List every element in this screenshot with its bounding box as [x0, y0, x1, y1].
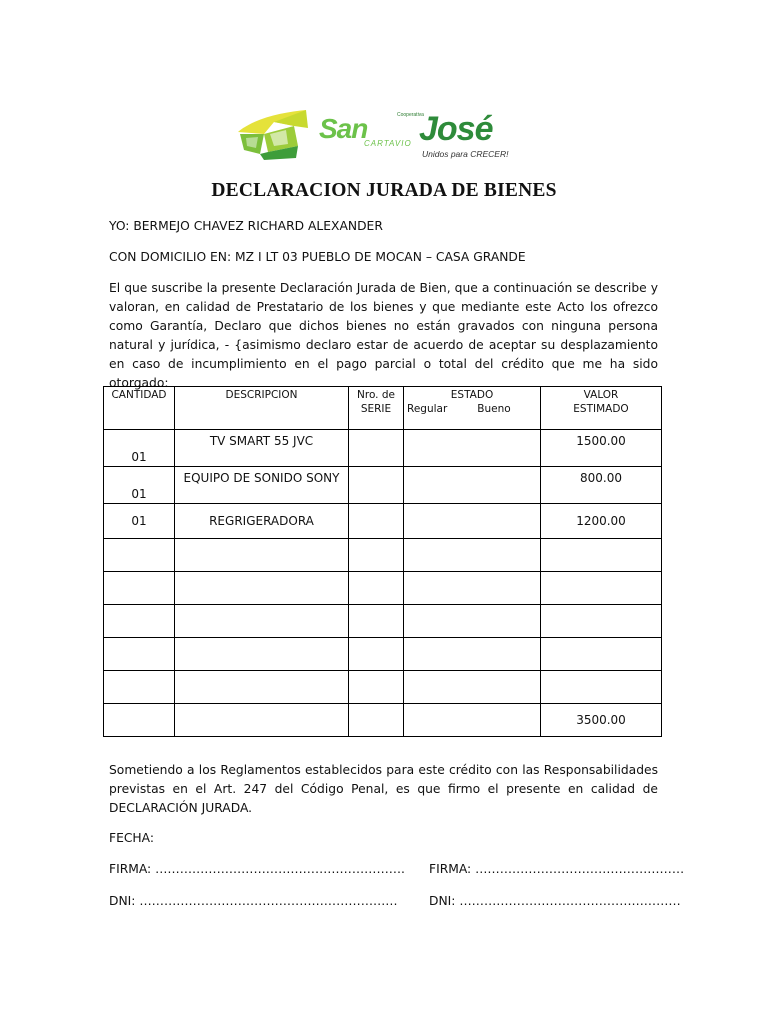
- cell-descripcion: [175, 605, 349, 638]
- cell-estado: [404, 572, 541, 605]
- cell-serie: [349, 504, 404, 539]
- logo-small-mid: CARTAVIO: [364, 139, 412, 148]
- cell-serie: [349, 572, 404, 605]
- cell-valor: 1500.00: [541, 430, 662, 467]
- logo-brand-san: San: [319, 113, 368, 144]
- table-row: [104, 572, 662, 605]
- logo-small-top: Cooperativa: [397, 112, 424, 118]
- header-estado-label: ESTADO: [450, 389, 494, 401]
- cell-total-valor: 3500.00: [541, 704, 662, 737]
- firma-right: FIRMA: ……………………………………………: [429, 862, 685, 876]
- fecha-label: FECHA:: [109, 831, 155, 845]
- cell-descripcion: [175, 704, 349, 737]
- cell-descripcion: REGRIGERADORA: [175, 504, 349, 539]
- cell-cantidad: [104, 572, 175, 605]
- cell-descripcion: TV SMART 55 JVC: [175, 430, 349, 467]
- cell-serie: [349, 430, 404, 467]
- cell-estado: [404, 504, 541, 539]
- cell-serie: [349, 467, 404, 504]
- cell-estado: [404, 638, 541, 671]
- header-serie: [349, 387, 404, 430]
- header-estado: [404, 387, 541, 430]
- header-valor-line2: ESTIMADO: [573, 403, 629, 415]
- logo-emblem: [238, 110, 308, 160]
- header-cantidad: CANTIDAD: [104, 387, 175, 430]
- header-estado-bueno: Bueno: [477, 403, 511, 415]
- cell-estado: [404, 539, 541, 572]
- declarant-name-line: YO: BERMEJO CHAVEZ RICHARD ALEXANDER: [109, 219, 383, 233]
- cell-cantidad: [104, 638, 175, 671]
- cell-valor: 1200.00: [541, 504, 662, 539]
- document-title: DECLARACION JURADA DE BIENES: [211, 180, 557, 201]
- header-valor: [541, 387, 662, 430]
- cell-cantidad: [104, 704, 175, 737]
- table-row: [104, 605, 662, 638]
- logo-tagline: Unidos para CRECER!: [422, 149, 509, 159]
- cell-valor: [541, 638, 662, 671]
- cell-cantidad: 01: [104, 467, 175, 504]
- cell-serie: [349, 605, 404, 638]
- cell-descripcion: [175, 671, 349, 704]
- cell-estado: [404, 605, 541, 638]
- header-valor-line1: VALOR: [583, 389, 619, 401]
- cell-serie: [349, 638, 404, 671]
- cell-serie: [349, 671, 404, 704]
- closing-paragraph: Sometiendo a los Reglamentos establecidos para este crédito con las Responsabilidades previstas en el Art. 247 del Código Penal, es que firmo el presente en calidad de DECLARACIÓN JURADA.: [109, 763, 658, 815]
- cell-cantidad: 01: [104, 430, 175, 467]
- cell-serie: [349, 704, 404, 737]
- cell-cantidad: [104, 605, 175, 638]
- table-row: [104, 467, 662, 504]
- goods-table: [103, 386, 662, 737]
- table-row: [104, 638, 662, 671]
- dni-left: DNI: ………………………………………………………: [109, 894, 398, 908]
- firma-left: FIRMA: …………………………………………………….: [109, 862, 405, 876]
- header-serie-line2: SERIE: [360, 403, 392, 415]
- cell-estado: [404, 704, 541, 737]
- table-row: [104, 671, 662, 704]
- cell-descripcion: EQUIPO DE SONIDO SONY: [175, 467, 349, 504]
- table-total-row: [104, 704, 662, 737]
- cell-cantidad: [104, 539, 175, 572]
- cell-serie: [349, 539, 404, 572]
- cell-descripcion: [175, 572, 349, 605]
- address-line: CON DOMICILIO EN: MZ I LT 03 PUEBLO DE MOCAN – CASA GRANDE: [109, 250, 526, 264]
- table-row: [104, 539, 662, 572]
- cell-valor: 800.00: [541, 467, 662, 504]
- cell-estado: [404, 467, 541, 504]
- logo-brand-jose: José: [419, 110, 493, 148]
- cell-valor: [541, 671, 662, 704]
- header-serie-line1: Nro. de: [357, 389, 395, 401]
- cell-descripcion: [175, 539, 349, 572]
- table-header-row: [104, 387, 662, 430]
- cell-cantidad: [104, 671, 175, 704]
- cooperativa-san-jose-logo: [234, 104, 534, 164]
- table-row: [104, 504, 662, 539]
- header-descripcion: DESCRIPCION: [175, 387, 349, 430]
- intro-paragraph: El que suscribe la presente Declaración Jurada de Bien, que a continuación se describe y valoran, en calidad de Prestatario de los bienes y que mediante este Acto los ofrezco como Garantía, Declaro que dichos bienes no están gravados con ninguna persona natural y jurídica, - {asimismo declaro estar de acuerdo de aceptar su desplazamiento en caso de incumplimiento en el pago parcial o total del crédito que me ha sido otorgado:: [109, 281, 658, 390]
- header-estado-regular: Regular: [407, 403, 448, 415]
- cell-estado: [404, 671, 541, 704]
- table-row: [104, 430, 662, 467]
- cell-valor: [541, 572, 662, 605]
- cell-valor: [541, 605, 662, 638]
- cell-descripcion: [175, 638, 349, 671]
- dni-right: DNI: ………………………………………………: [429, 894, 681, 908]
- cell-estado: [404, 430, 541, 467]
- cell-valor: [541, 539, 662, 572]
- cell-cantidad: 01: [104, 504, 175, 539]
